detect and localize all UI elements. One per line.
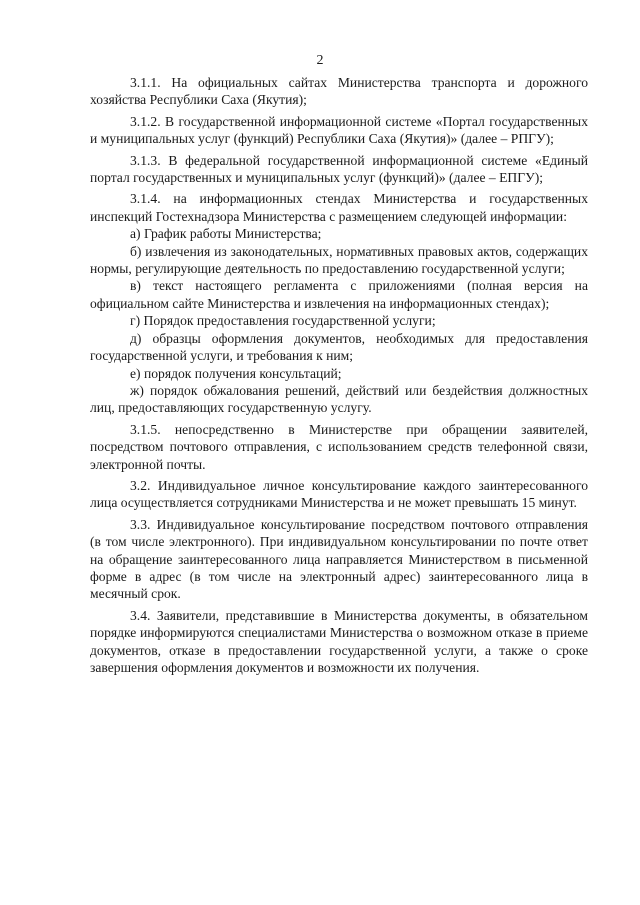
paragraph-3-1-3: 3.1.3. В федеральной государственной информационной системе «Единый портал государственных и муниципальных услуг (функций)» (далее – ЕПГУ); — [90, 152, 588, 186]
paragraph-3-4: 3.4. Заявители, представившие в Министерства документы, в обязательном порядке информируются специалистами Министерства о возможном отказе в приеме документов, отказе в предоставлении государственной услуги, а также о сроке завершения оформления документов и возможности их получения. — [90, 607, 588, 675]
paragraph-3-1-5: 3.1.5. непосредственно в Министерстве при обращении заявителей, посредством почтового отправления, с использованием средств телефонной связи, электронной почты. — [90, 421, 588, 472]
paragraph-3-3: 3.3. Индивидуальное консультирование посредством почтового отправления (в том числе электронного). При индивидуальном консультировании по почте ответ на обращение заинтересованного лица направляется Министерством в письменной форме в адрес (в том числе на электронный адрес) заинтересованного лица в месячный срок. — [90, 516, 588, 602]
list-item-e: е) порядок получения консультаций; — [130, 365, 342, 381]
paragraph-3-1-4: 3.1.4. на информационных стендах Министерства и государственных инспекций Гостехнадзора Министерства с размещением следующей информации: — [90, 191, 588, 224]
document-body — [90, 74, 588, 676]
list-item-v: в) текст настоящего регламента с приложениями (полная версия на официальном сайте Министерства и извлечения на информационных стендах); — [90, 278, 588, 311]
paragraph-3-1-1: 3.1.1. На официальных сайтах Министерства транспорта и дорожного хозяйства Республики Саха (Якутия); — [90, 75, 588, 108]
list-item-d: д) образцы оформления документов, необходимых для предоставления государственной услуги, и требования к ним; — [90, 330, 588, 364]
list-item-g: г) Порядок предоставления государственной услуги; — [130, 313, 436, 329]
list-item-b: б) извлечения из законодательных, нормативных правовых актов, содержащих нормы, регулирующие деятельность по предоставлению государственной услуги; — [90, 243, 588, 277]
paragraph-3-1-2: 3.1.2. В государственной информационной системе «Портал государственных и муниципальных услуг (функций) Республики Саха (Якутия)» (далее – РПГУ); — [90, 113, 588, 147]
page-number: 2 — [316, 53, 324, 68]
list-item-a: а) График работы Министерства; — [130, 226, 322, 242]
list-item-zh: ж) порядок обжалования решений, действий или бездействия должностных лиц, предоставляющих государственную услугу. — [90, 382, 588, 416]
paragraph-3-2: 3.2. Индивидуальное личное консультирование каждого заинтересованного лица осуществляется сотрудниками Министерства и не может превышать 15 минут. — [90, 477, 588, 511]
